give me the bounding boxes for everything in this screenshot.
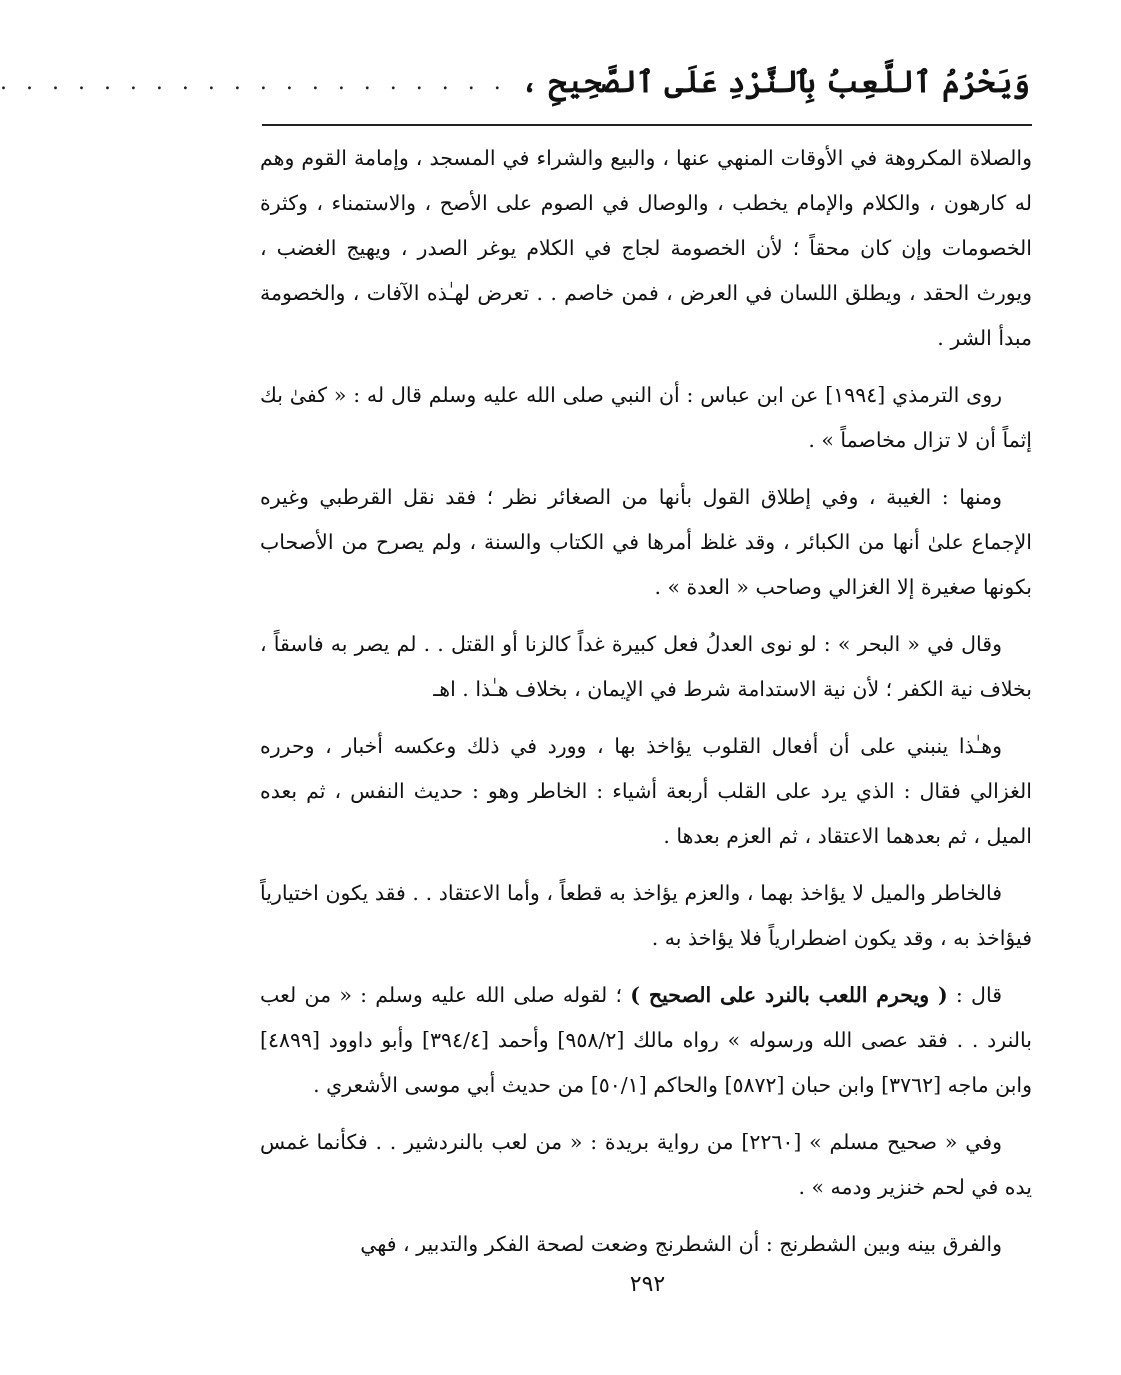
paragraph-4: وقال في « البحر » : لو نوى العدلُ فعل كبيرة غداً كالزنا أو القتل . . لم يصر به فاسقاً ، بخلاف نية الكفر ؛ لأن نية الاستدامة شرط في الإيمان ، بخلاف هـٰذا . اهـ [260, 632, 1032, 701]
paragraph-9: والفرق بينه وبين الشطرنج : أن الشطرنج وضعت لصحة الفكر والتدبير ، فهي [360, 1232, 1002, 1256]
matn-quote: ( ويحرم اللعب بالنرد على الصحيح ) [630, 983, 948, 1007]
paragraph-3: ومنها : الغيبة ، وفي إطلاق القول بأنها من الصغائر نظر ؛ فقد نقل القرطبي وغيره الإجماع علىٰ أنها من الكبائر ، وقد غلظ أمرها في الكتاب والسنة ، ولم يصرح من الأصحاب بكونها صغيرة إلا الغزالي وصاحب « العدة » . [260, 485, 1032, 599]
paragraph-1: والصلاة المكروهة في الأوقات المنهي عنها ، والبيع والشراء في المسجد ، وإمامة القوم وهم له كارهون ، والكلام والإمام يخطب ، والوصال في الصوم على الأصح ، والاستمناء ، وكثرة الخصومات وإن كان محقاً ؛ لأن الخصومة لجاج في الكلام يوغر الصدر ، ويهيج الغضب ، ويورث الحقد ، ويطلق اللسان في العرض ، فمن خاصم . . تعرض لهـٰذه الآفات ، والخصومة مبدأ الشر . [260, 146, 1032, 350]
header-rule [262, 124, 1032, 126]
paragraph-2: روى الترمذي [١٩٩٤] عن ابن عباس : أن النبي صلى الله عليه وسلم قال له : « كفىٰ بك إثماً أن لا تزال مخاصماً » . [260, 383, 1032, 452]
paragraph-8: وفي « صحيح مسلم » [٢٢٦٠] من رواية بريدة : « من لعب بالنردشير . . فكأنما غمس يده في لحم خنزير ودمه » . [260, 1130, 1032, 1199]
running-header [0, 52, 1030, 112]
running-title: وَيَحْرُمُ ٱللَّعِبُ بِٱلنَّرْدِ عَلَى ٱلصَّحِيحِ ، [520, 64, 1030, 100]
paragraph-7-prefix: قال : [947, 983, 1002, 1007]
paragraph-7 [260, 973, 1032, 1108]
paragraph-7-text: ؛ لقوله صلى الله عليه وسلم : « من لعب بالنرد . . فقد عصى الله ورسوله » رواه مالك [٩٥٨/٢] وأحمد [٣٩٤/٤] وأبو داوود [٤٨٩٩] وابن ماجه [٣٧٦٢] وابن حبان [٥٨٧٢] والحاكم [٥٠/١] من حديث أبي موسى الأشعري . [260, 983, 1032, 1097]
body-text [260, 136, 1032, 1256]
running-dots: . . . . . . . . . . . . . . . . . . . . [0, 69, 507, 95]
page-number: ٢٩٢ [629, 1272, 666, 1297]
paragraph-6: فالخاطر والميل لا يؤاخذ بهما ، والعزم يؤاخذ به قطعاً ، وأما الاعتقاد . . فقد يكون اختيارياً فيؤاخذ به ، وقد يكون اضطرارياً فلا يؤاخذ به . [260, 881, 1032, 950]
paragraph-5: وهـٰذا ينبني على أن أفعال القلوب يؤاخذ بها ، وورد في ذلك وعكسه أخبار ، وحرره الغزالي فقال : الذي يرد على القلب أربعة أشياء : الخاطر وهو : حديث النفس ، ثم بعده الميل ، ثم بعدهما الاعتقاد ، ثم العزم بعدها . [260, 734, 1032, 848]
